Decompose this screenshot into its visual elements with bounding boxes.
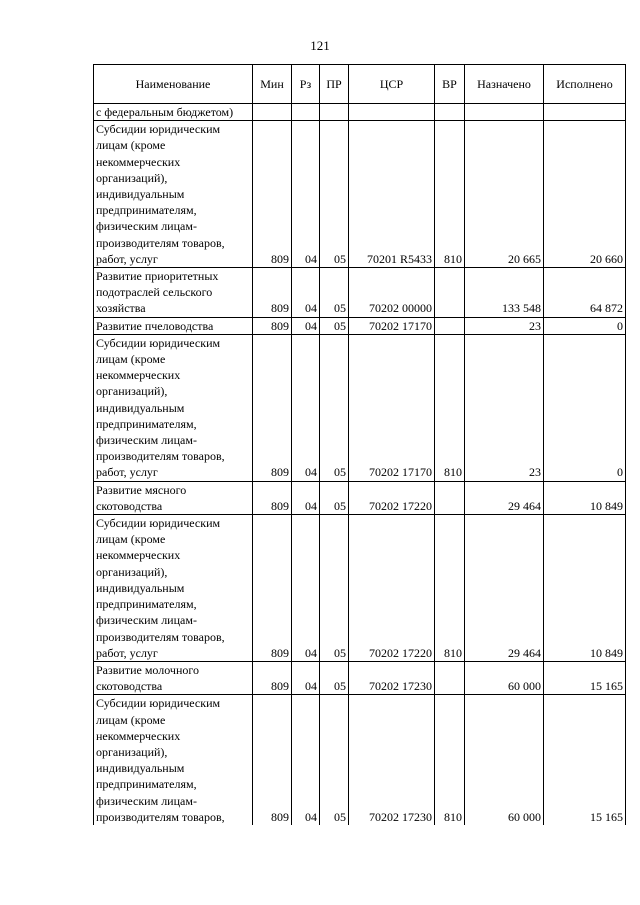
cell-rz: 04 <box>292 334 320 481</box>
cell-csr: 70201 R5433 <box>349 121 435 268</box>
table-row <box>94 104 626 121</box>
header-name: Наименование <box>94 65 253 104</box>
cell-csr <box>349 104 435 121</box>
cell-name: Субсидии юридическим лицам (кроме некоммерческих организаций), индивидуальным предпринимателям, физическим лицам-производителям товаров, работ, услуг <box>94 121 253 268</box>
table-row <box>94 481 626 514</box>
cell-min: 809 <box>253 268 292 318</box>
cell-pr: 05 <box>320 695 349 825</box>
cell-name: Развитие приоритетных подотраслей сельского хозяйства <box>94 268 253 318</box>
cell-vr <box>435 317 465 334</box>
cell-csr: 70202 17230 <box>349 661 435 694</box>
cell-ispolneno: 15 165 <box>544 661 626 694</box>
cell-vr: 810 <box>435 515 465 662</box>
cell-vr <box>435 268 465 318</box>
cell-pr: 05 <box>320 334 349 481</box>
cell-vr: 810 <box>435 695 465 825</box>
cell-ispolneno: 10 849 <box>544 515 626 662</box>
cell-min: 809 <box>253 695 292 825</box>
cell-rz: 04 <box>292 268 320 318</box>
cell-csr: 70202 17170 <box>349 317 435 334</box>
cell-pr <box>320 104 349 121</box>
cell-min: 809 <box>253 334 292 481</box>
cell-naznacheno: 133 548 <box>465 268 544 318</box>
cell-ispolneno: 15 165 <box>544 695 626 825</box>
cell-name: Субсидии юридическим лицам (кроме некоммерческих организаций), индивидуальным предпринимателям, физическим лицам-производителям товаров, <box>94 695 253 825</box>
cell-rz: 04 <box>292 121 320 268</box>
cell-csr: 70202 17220 <box>349 481 435 514</box>
cell-pr: 05 <box>320 121 349 268</box>
header-vr: ВР <box>435 65 465 104</box>
cell-naznacheno: 20 665 <box>465 121 544 268</box>
header-rz: Рз <box>292 65 320 104</box>
cell-ispolneno: 10 849 <box>544 481 626 514</box>
cell-csr: 70202 17220 <box>349 515 435 662</box>
cell-ispolneno <box>544 104 626 121</box>
cell-ispolneno: 64 872 <box>544 268 626 318</box>
cell-naznacheno: 60 000 <box>465 661 544 694</box>
cell-min: 809 <box>253 121 292 268</box>
cell-pr: 05 <box>320 515 349 662</box>
cell-pr: 05 <box>320 268 349 318</box>
cell-rz: 04 <box>292 317 320 334</box>
cell-naznacheno: 29 464 <box>465 481 544 514</box>
cell-name: Субсидии юридическим лицам (кроме некоммерческих организаций), индивидуальным предпринимателям, физическим лицам-производителям товаров, работ, услуг <box>94 334 253 481</box>
cell-csr: 70202 17230 <box>349 695 435 825</box>
cell-naznacheno: 23 <box>465 317 544 334</box>
header-ispolneno: Исполнено <box>544 65 626 104</box>
page-number: 121 <box>310 38 330 53</box>
cell-naznacheno: 23 <box>465 334 544 481</box>
table-row <box>94 695 626 825</box>
cell-vr: 810 <box>435 121 465 268</box>
cell-ispolneno: 20 660 <box>544 121 626 268</box>
cell-min: 809 <box>253 515 292 662</box>
cell-vr <box>435 481 465 514</box>
header-csr: ЦСР <box>349 65 435 104</box>
cell-vr <box>435 104 465 121</box>
cell-naznacheno: 29 464 <box>465 515 544 662</box>
table-row <box>94 121 626 268</box>
cell-rz <box>292 104 320 121</box>
cell-rz: 04 <box>292 661 320 694</box>
cell-name: Развитие молочного скотоводства <box>94 661 253 694</box>
cell-rz: 04 <box>292 515 320 662</box>
table-row <box>94 268 626 318</box>
cell-naznacheno <box>465 104 544 121</box>
cell-name: Субсидии юридическим лицам (кроме некоммерческих организаций), индивидуальным предпринимателям, физическим лицам-производителям товаров, работ, услуг <box>94 515 253 662</box>
cell-csr: 70202 00000 <box>349 268 435 318</box>
table-row <box>94 334 626 481</box>
cell-pr: 05 <box>320 317 349 334</box>
cell-pr: 05 <box>320 481 349 514</box>
cell-rz: 04 <box>292 695 320 825</box>
cell-ispolneno: 0 <box>544 317 626 334</box>
cell-vr <box>435 661 465 694</box>
header-pr: ПР <box>320 65 349 104</box>
header-min: Мин <box>253 65 292 104</box>
cell-rz: 04 <box>292 481 320 514</box>
cell-min: 809 <box>253 317 292 334</box>
cell-naznacheno: 60 000 <box>465 695 544 825</box>
header-naznacheno: Назначено <box>465 65 544 104</box>
table-row <box>94 515 626 662</box>
cell-ispolneno: 0 <box>544 334 626 481</box>
cell-csr: 70202 17170 <box>349 334 435 481</box>
cell-min: 809 <box>253 481 292 514</box>
cell-name: с федеральным бюджетом) <box>94 104 253 121</box>
budget-table <box>93 64 626 825</box>
cell-min: 809 <box>253 661 292 694</box>
cell-min <box>253 104 292 121</box>
table-row <box>94 317 626 334</box>
cell-name: Развитие пчеловодства <box>94 317 253 334</box>
cell-pr: 05 <box>320 661 349 694</box>
cell-vr: 810 <box>435 334 465 481</box>
cell-name: Развитие мясного скотоводства <box>94 481 253 514</box>
table-row <box>94 661 626 694</box>
table-header-row <box>94 65 626 104</box>
